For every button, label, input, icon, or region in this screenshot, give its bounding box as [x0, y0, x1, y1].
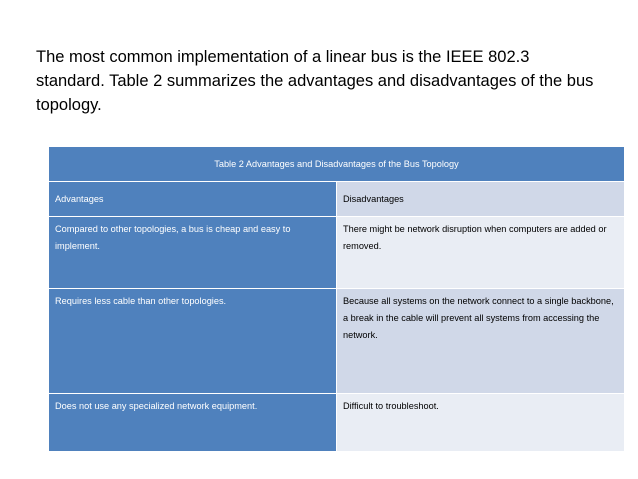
header-disadvantages: Disadvantages	[337, 182, 625, 217]
advantage-cell: Requires less cable than other topologies.	[49, 289, 337, 394]
advantage-cell: Compared to other topologies, a bus is cheap and easy to implement.	[49, 217, 337, 289]
disadvantage-cell: Difficult to troubleshoot.	[337, 394, 625, 452]
table-header-row	[49, 182, 625, 217]
table-title-row	[49, 147, 625, 182]
disadvantage-cell: There might be network disruption when computers are added or removed.	[337, 217, 625, 289]
intro-paragraph: The most common implementation of a linear bus is the IEEE 802.3 standard. Table 2 summarizes the advantages and disadvantages of the bus topology.	[36, 48, 594, 114]
table-row	[49, 289, 625, 394]
table-title: Table 2 Advantages and Disadvantages of the Bus Topology	[49, 147, 625, 182]
disadvantage-cell: Because all systems on the network connect to a single backbone, a break in the cable will prevent all systems from accessing the network.	[337, 289, 625, 394]
header-advantages: Advantages	[49, 182, 337, 217]
table-row	[49, 394, 625, 452]
advantage-cell: Does not use any specialized network equipment.	[49, 394, 337, 452]
table-row	[49, 217, 625, 289]
bus-topology-table	[48, 146, 625, 452]
